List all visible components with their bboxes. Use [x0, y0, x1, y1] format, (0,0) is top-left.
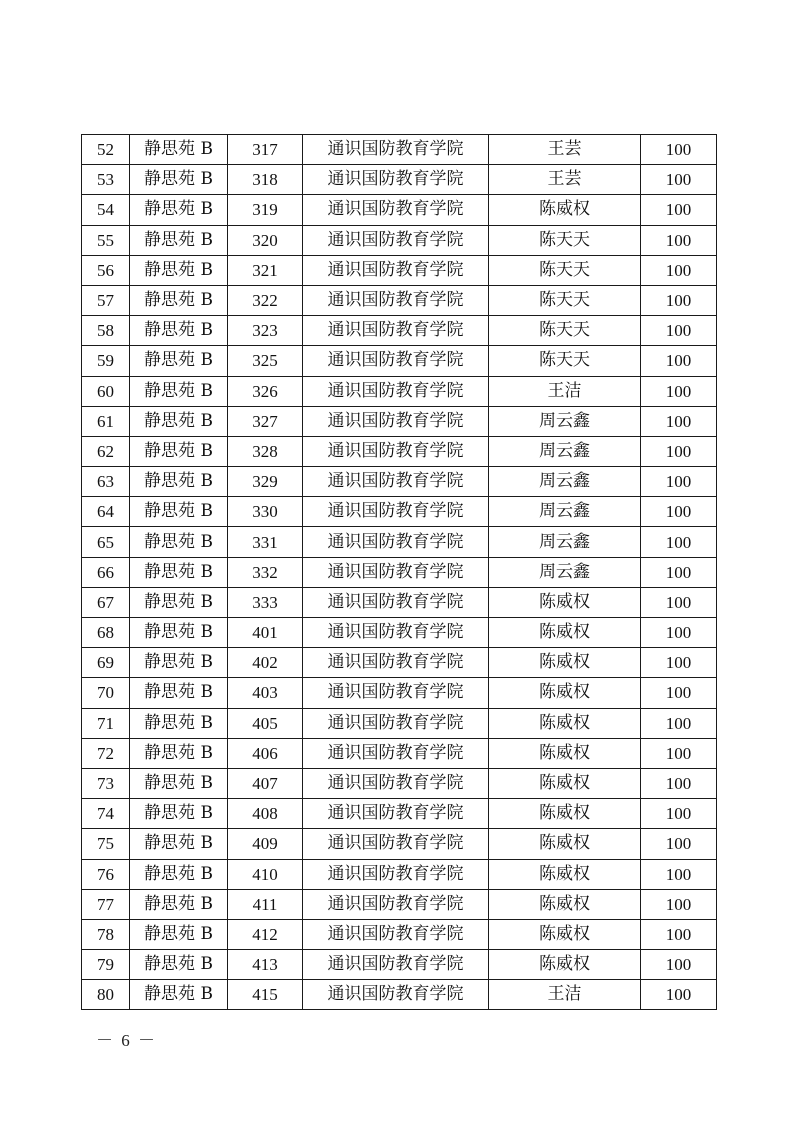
cell-room: 327: [228, 406, 303, 436]
cell-room: 329: [228, 467, 303, 497]
cell-college: 通识国防教育学院: [303, 316, 489, 346]
cell-building: 静思苑 B: [130, 557, 228, 587]
cell-score: 100: [641, 618, 717, 648]
cell-room: 321: [228, 255, 303, 285]
cell-college: 通识国防教育学院: [303, 527, 489, 557]
table-row: [82, 346, 717, 376]
cell-score: 100: [641, 738, 717, 768]
table-row: [82, 768, 717, 798]
cell-index: 67: [82, 587, 130, 617]
cell-college: 通识国防教育学院: [303, 557, 489, 587]
cell-index: 62: [82, 436, 130, 466]
cell-building: 静思苑 B: [130, 829, 228, 859]
cell-college: 通识国防教育学院: [303, 406, 489, 436]
cell-score: 100: [641, 889, 717, 919]
cell-room: 332: [228, 557, 303, 587]
cell-college: 通识国防教育学院: [303, 919, 489, 949]
cell-index: 73: [82, 768, 130, 798]
cell-building: 静思苑 B: [130, 587, 228, 617]
cell-person-name: 周云鑫: [489, 557, 641, 587]
cell-room: 333: [228, 587, 303, 617]
cell-college: 通识国防教育学院: [303, 678, 489, 708]
cell-score: 100: [641, 829, 717, 859]
cell-index: 71: [82, 708, 130, 738]
cell-person-name: 陈天天: [489, 316, 641, 346]
cell-room: 407: [228, 768, 303, 798]
cell-person-name: 周云鑫: [489, 527, 641, 557]
cell-score: 100: [641, 708, 717, 738]
cell-college: 通识国防教育学院: [303, 285, 489, 315]
cell-score: 100: [641, 467, 717, 497]
table-row: [82, 406, 717, 436]
cell-building: 静思苑 B: [130, 648, 228, 678]
cell-index: 78: [82, 919, 130, 949]
cell-index: 53: [82, 165, 130, 195]
cell-college: 通识国防教育学院: [303, 376, 489, 406]
cell-building: 静思苑 B: [130, 406, 228, 436]
cell-college: 通识国防教育学院: [303, 950, 489, 980]
cell-room: 323: [228, 316, 303, 346]
cell-college: 通识国防教育学院: [303, 467, 489, 497]
cell-score: 100: [641, 255, 717, 285]
cell-building: 静思苑 B: [130, 165, 228, 195]
table-row: [82, 467, 717, 497]
cell-room: 413: [228, 950, 303, 980]
cell-building: 静思苑 B: [130, 618, 228, 648]
cell-index: 77: [82, 889, 130, 919]
cell-room: 325: [228, 346, 303, 376]
cell-person-name: 陈威权: [489, 889, 641, 919]
cell-person-name: 周云鑫: [489, 497, 641, 527]
cell-score: 100: [641, 406, 717, 436]
cell-room: 320: [228, 225, 303, 255]
cell-building: 静思苑 B: [130, 980, 228, 1010]
cell-person-name: 周云鑫: [489, 406, 641, 436]
table-row: [82, 316, 717, 346]
cell-score: 100: [641, 648, 717, 678]
cell-building: 静思苑 B: [130, 497, 228, 527]
cell-index: 76: [82, 859, 130, 889]
cell-score: 100: [641, 980, 717, 1010]
cell-room: 331: [228, 527, 303, 557]
cell-score: 100: [641, 678, 717, 708]
cell-index: 69: [82, 648, 130, 678]
cell-room: 406: [228, 738, 303, 768]
table-row: [82, 678, 717, 708]
cell-room: 412: [228, 919, 303, 949]
cell-college: 通识国防教育学院: [303, 708, 489, 738]
cell-building: 静思苑 B: [130, 527, 228, 557]
cell-college: 通识国防教育学院: [303, 587, 489, 617]
cell-person-name: 陈威权: [489, 950, 641, 980]
cell-person-name: 陈威权: [489, 738, 641, 768]
cell-college: 通识国防教育学院: [303, 497, 489, 527]
cell-room: 410: [228, 859, 303, 889]
cell-room: 415: [228, 980, 303, 1010]
cell-score: 100: [641, 799, 717, 829]
table-row: [82, 889, 717, 919]
cell-room: 408: [228, 799, 303, 829]
cell-college: 通识国防教育学院: [303, 195, 489, 225]
cell-building: 静思苑 B: [130, 889, 228, 919]
cell-college: 通识国防教育学院: [303, 255, 489, 285]
cell-person-name: 陈威权: [489, 859, 641, 889]
cell-person-name: 王芸: [489, 165, 641, 195]
cell-person-name: 陈天天: [489, 285, 641, 315]
cell-person-name: 陈天天: [489, 225, 641, 255]
table-row: [82, 195, 717, 225]
cell-index: 70: [82, 678, 130, 708]
cell-college: 通识国防教育学院: [303, 738, 489, 768]
cell-room: 328: [228, 436, 303, 466]
cell-room: 411: [228, 889, 303, 919]
cell-college: 通识国防教育学院: [303, 889, 489, 919]
cell-index: 64: [82, 497, 130, 527]
cell-building: 静思苑 B: [130, 678, 228, 708]
cell-building: 静思苑 B: [130, 859, 228, 889]
cell-score: 100: [641, 768, 717, 798]
cell-room: 322: [228, 285, 303, 315]
cell-index: 59: [82, 346, 130, 376]
cell-room: 409: [228, 829, 303, 859]
cell-building: 静思苑 B: [130, 919, 228, 949]
cell-college: 通识国防教育学院: [303, 648, 489, 678]
cell-index: 63: [82, 467, 130, 497]
cell-person-name: 陈威权: [489, 618, 641, 648]
cell-index: 66: [82, 557, 130, 587]
cell-building: 静思苑 B: [130, 285, 228, 315]
cell-index: 57: [82, 285, 130, 315]
cell-person-name: 陈威权: [489, 768, 641, 798]
cell-index: 54: [82, 195, 130, 225]
cell-college: 通识国防教育学院: [303, 436, 489, 466]
cell-score: 100: [641, 859, 717, 889]
cell-index: 60: [82, 376, 130, 406]
cell-index: 61: [82, 406, 130, 436]
cell-building: 静思苑 B: [130, 799, 228, 829]
table-row: [82, 225, 717, 255]
cell-score: 100: [641, 225, 717, 255]
cell-person-name: 陈威权: [489, 648, 641, 678]
cell-room: 326: [228, 376, 303, 406]
cell-room: 319: [228, 195, 303, 225]
table-row: [82, 587, 717, 617]
cell-score: 100: [641, 436, 717, 466]
cell-score: 100: [641, 557, 717, 587]
cell-room: 317: [228, 135, 303, 165]
cell-building: 静思苑 B: [130, 436, 228, 466]
cell-college: 通识国防教育学院: [303, 980, 489, 1010]
cell-person-name: 陈威权: [489, 678, 641, 708]
cell-college: 通识国防教育学院: [303, 799, 489, 829]
table-row: [82, 648, 717, 678]
table-row: [82, 829, 717, 859]
cell-building: 静思苑 B: [130, 467, 228, 497]
cell-building: 静思苑 B: [130, 316, 228, 346]
cell-college: 通识国防教育学院: [303, 225, 489, 255]
table-row: [82, 527, 717, 557]
cell-person-name: 王洁: [489, 376, 641, 406]
cell-index: 52: [82, 135, 130, 165]
cell-room: 402: [228, 648, 303, 678]
table-row: [82, 285, 717, 315]
cell-person-name: 陈天天: [489, 346, 641, 376]
cell-building: 静思苑 B: [130, 950, 228, 980]
dormitory-score-table: [81, 134, 717, 1010]
table-row: [82, 557, 717, 587]
cell-room: 405: [228, 708, 303, 738]
cell-person-name: 陈威权: [489, 708, 641, 738]
cell-college: 通识国防教育学院: [303, 859, 489, 889]
cell-room: 401: [228, 618, 303, 648]
cell-score: 100: [641, 346, 717, 376]
cell-building: 静思苑 B: [130, 255, 228, 285]
cell-index: 65: [82, 527, 130, 557]
table-row: [82, 618, 717, 648]
cell-building: 静思苑 B: [130, 708, 228, 738]
cell-score: 100: [641, 527, 717, 557]
cell-score: 100: [641, 376, 717, 406]
table-row: [82, 436, 717, 466]
cell-score: 100: [641, 950, 717, 980]
cell-college: 通识国防教育学院: [303, 618, 489, 648]
cell-score: 100: [641, 165, 717, 195]
cell-score: 100: [641, 497, 717, 527]
cell-index: 80: [82, 980, 130, 1010]
table-row: [82, 980, 717, 1010]
cell-index: 75: [82, 829, 130, 859]
table-body: [82, 135, 717, 1010]
cell-person-name: 陈威权: [489, 919, 641, 949]
cell-index: 55: [82, 225, 130, 255]
page-number: － 6 －: [96, 1031, 157, 1050]
cell-index: 74: [82, 799, 130, 829]
cell-score: 100: [641, 195, 717, 225]
cell-college: 通识国防教育学院: [303, 346, 489, 376]
cell-index: 68: [82, 618, 130, 648]
cell-college: 通识国防教育学院: [303, 768, 489, 798]
cell-room: 318: [228, 165, 303, 195]
cell-person-name: 王洁: [489, 980, 641, 1010]
cell-room: 330: [228, 497, 303, 527]
cell-index: 56: [82, 255, 130, 285]
cell-person-name: 陈天天: [489, 255, 641, 285]
cell-room: 403: [228, 678, 303, 708]
table-row: [82, 799, 717, 829]
cell-score: 100: [641, 135, 717, 165]
cell-building: 静思苑 B: [130, 225, 228, 255]
table-row: [82, 738, 717, 768]
cell-score: 100: [641, 587, 717, 617]
cell-person-name: 陈威权: [489, 195, 641, 225]
table-row: [82, 708, 717, 738]
cell-index: 58: [82, 316, 130, 346]
cell-building: 静思苑 B: [130, 376, 228, 406]
cell-building: 静思苑 B: [130, 768, 228, 798]
cell-building: 静思苑 B: [130, 346, 228, 376]
cell-college: 通识国防教育学院: [303, 829, 489, 859]
table-row: [82, 497, 717, 527]
cell-person-name: 陈威权: [489, 799, 641, 829]
cell-score: 100: [641, 316, 717, 346]
table-row: [82, 919, 717, 949]
cell-person-name: 陈威权: [489, 587, 641, 617]
table-row: [82, 950, 717, 980]
table-row: [82, 165, 717, 195]
cell-building: 静思苑 B: [130, 195, 228, 225]
table-row: [82, 859, 717, 889]
cell-building: 静思苑 B: [130, 135, 228, 165]
cell-index: 79: [82, 950, 130, 980]
cell-score: 100: [641, 919, 717, 949]
cell-person-name: 陈威权: [489, 829, 641, 859]
cell-person-name: 王芸: [489, 135, 641, 165]
cell-college: 通识国防教育学院: [303, 165, 489, 195]
table-row: [82, 376, 717, 406]
table-row: [82, 255, 717, 285]
cell-building: 静思苑 B: [130, 738, 228, 768]
cell-college: 通识国防教育学院: [303, 135, 489, 165]
cell-score: 100: [641, 285, 717, 315]
table-row: [82, 135, 717, 165]
cell-index: 72: [82, 738, 130, 768]
cell-person-name: 周云鑫: [489, 436, 641, 466]
cell-person-name: 周云鑫: [489, 467, 641, 497]
